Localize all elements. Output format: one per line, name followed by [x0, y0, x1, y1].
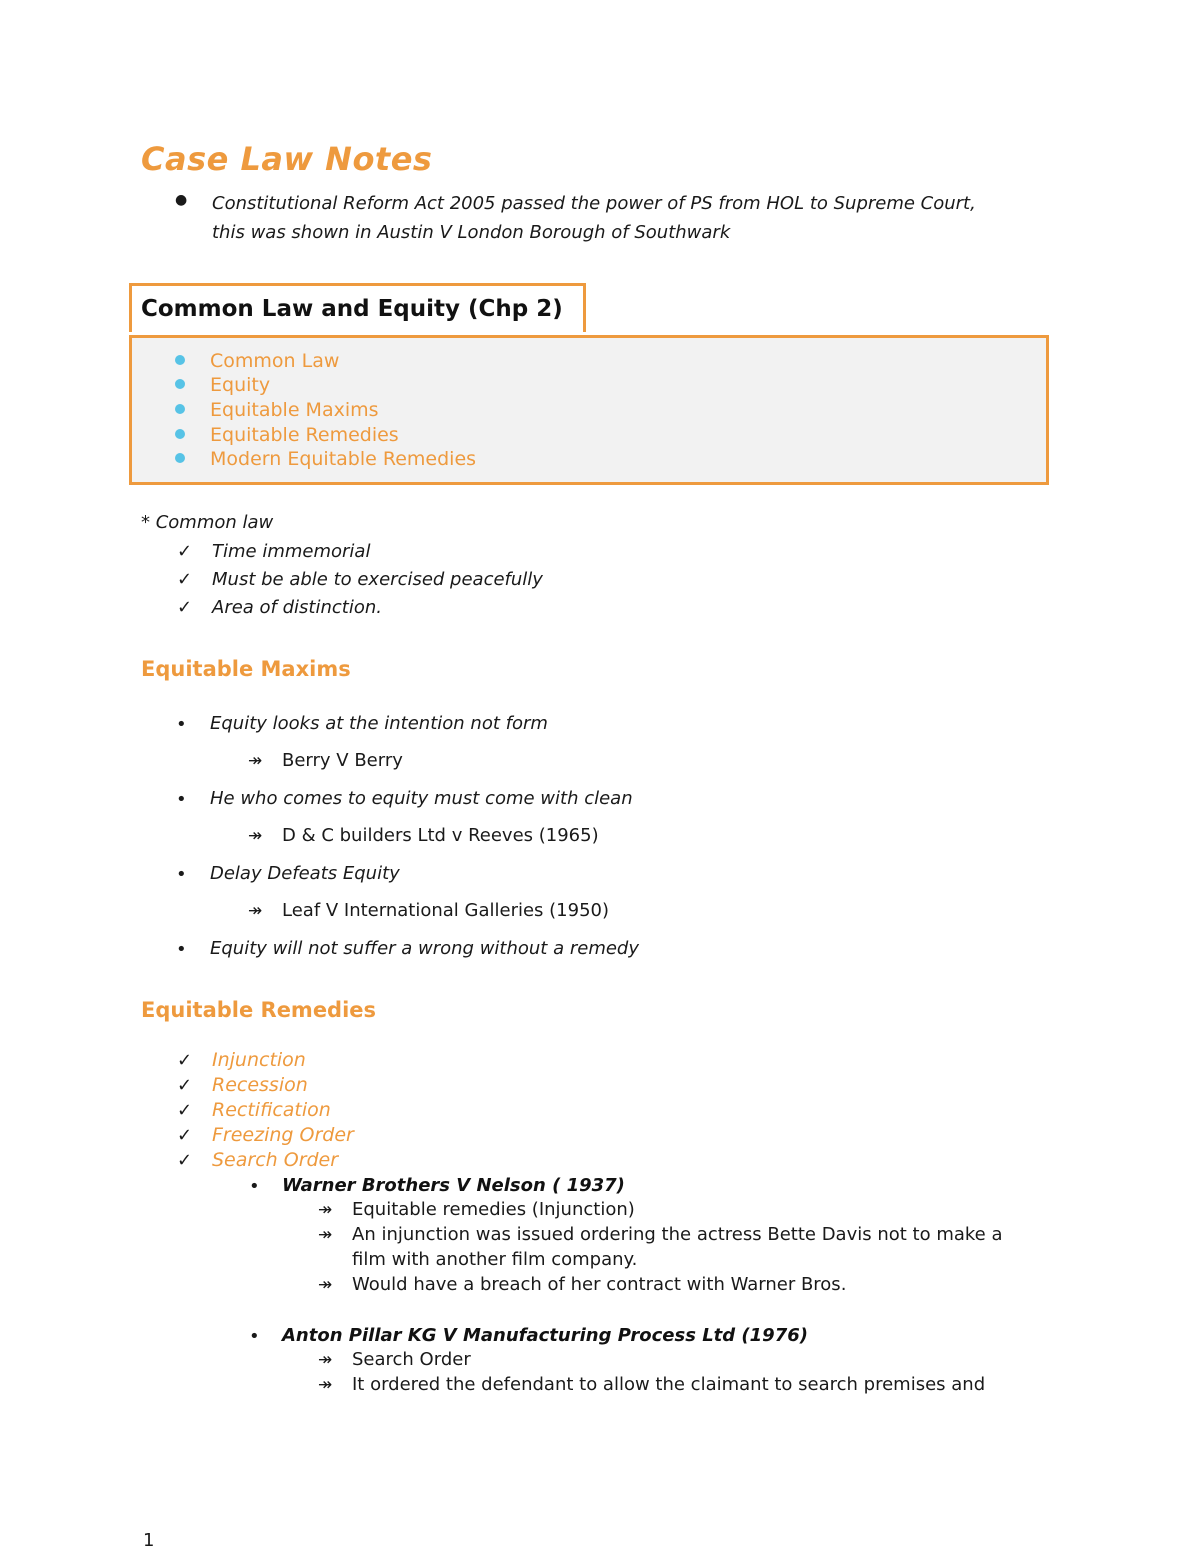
- common-law-item: Time immemorial: [212, 541, 371, 562]
- maxims-heading: Equitable Maxims: [141, 657, 351, 681]
- case-name: Anton Pillar KG V Manufacturing Process Ltd (1976): [282, 1325, 808, 1346]
- section-title: Common Law and Equity (Chp 2): [141, 296, 563, 322]
- remedy-item: Search Order: [212, 1149, 339, 1171]
- check-icon: ✓: [177, 1125, 193, 1146]
- maxim-case: Leaf V International Galleries (1950): [282, 900, 609, 921]
- check-icon: ✓: [177, 1050, 193, 1071]
- bullet-icon: •: [176, 714, 187, 735]
- case-point: An injunction was issued ordering the actress Bette Davis not to make a: [352, 1224, 1003, 1245]
- arrow-icon: ↠: [248, 751, 263, 771]
- page-title: Case Law Notes: [141, 140, 433, 178]
- remedy-item: Rectification: [212, 1099, 331, 1121]
- check-icon: ✓: [177, 1100, 193, 1121]
- arrow-icon: ↠: [248, 826, 263, 846]
- toc-item-equity[interactable]: Equity: [175, 373, 270, 398]
- maxim-text: Delay Defeats Equity: [210, 863, 400, 884]
- remedies-heading: Equitable Remedies: [141, 998, 377, 1022]
- bullet-dot-icon: [175, 429, 185, 439]
- bullet-dot-icon: [175, 404, 185, 414]
- remedy-item: Injunction: [212, 1049, 306, 1071]
- toc-item-common-law[interactable]: Common Law: [175, 349, 339, 374]
- intro-bullet-icon: ●: [175, 192, 188, 208]
- maxim-case: D & C builders Ltd v Reeves (1965): [282, 825, 599, 846]
- page-number: 1: [143, 1530, 155, 1551]
- common-law-heading: * Common law: [141, 512, 274, 533]
- case-name: Warner Brothers V Nelson ( 1937): [282, 1175, 625, 1196]
- maxim-text: He who comes to equity must come with clean: [210, 788, 633, 809]
- case-point: Equitable remedies (Injunction): [352, 1199, 635, 1220]
- remedy-item: Recession: [212, 1074, 308, 1096]
- bullet-icon: •: [249, 1326, 260, 1347]
- check-icon: ✓: [177, 569, 193, 590]
- arrow-icon: ↠: [318, 1350, 333, 1370]
- intro-line-2: this was shown in Austin V London Borough of Southwark: [212, 222, 731, 243]
- bullet-dot-icon: [175, 453, 185, 463]
- case-point: Would have a breach of her contract with Warner Bros.: [352, 1274, 847, 1295]
- check-icon: ✓: [177, 597, 193, 618]
- check-icon: ✓: [177, 1150, 193, 1171]
- intro-text: [212, 189, 1072, 247]
- bullet-dot-icon: [175, 379, 185, 389]
- case-point: It ordered the defendant to allow the claimant to search premises and: [352, 1374, 986, 1395]
- common-law-item: Area of distinction.: [212, 597, 382, 618]
- toc-item-equitable-maxims[interactable]: Equitable Maxims: [175, 398, 379, 423]
- toc-item-modern-equitable-remedies[interactable]: Modern Equitable Remedies: [175, 447, 476, 472]
- check-icon: ✓: [177, 541, 193, 562]
- maxim-text: Equity will not suffer a wrong without a remedy: [210, 938, 640, 959]
- case-point-continued: film with another film company.: [352, 1249, 638, 1270]
- maxim-text: Equity looks at the intention not form: [210, 713, 548, 734]
- bullet-icon: •: [176, 864, 187, 885]
- intro-line-1: Constitutional Reform Act 2005 passed the power of PS from HOL to Supreme Court,: [212, 193, 976, 214]
- toc-item-equitable-remedies[interactable]: Equitable Remedies: [175, 423, 399, 448]
- bullet-icon: •: [176, 789, 187, 810]
- bullet-icon: •: [249, 1176, 260, 1197]
- arrow-icon: ↠: [248, 901, 263, 921]
- check-icon: ✓: [177, 1075, 193, 1096]
- arrow-icon: ↠: [318, 1200, 333, 1220]
- bullet-dot-icon: [175, 355, 185, 365]
- arrow-icon: ↠: [318, 1225, 333, 1245]
- case-point: Search Order: [352, 1349, 471, 1370]
- common-law-item: Must be able to exercised peacefully: [212, 569, 543, 590]
- arrow-icon: ↠: [318, 1375, 333, 1395]
- arrow-icon: ↠: [318, 1275, 333, 1295]
- bullet-icon: •: [176, 939, 187, 960]
- maxim-case: Berry V Berry: [282, 750, 403, 771]
- remedy-item: Freezing Order: [212, 1124, 354, 1146]
